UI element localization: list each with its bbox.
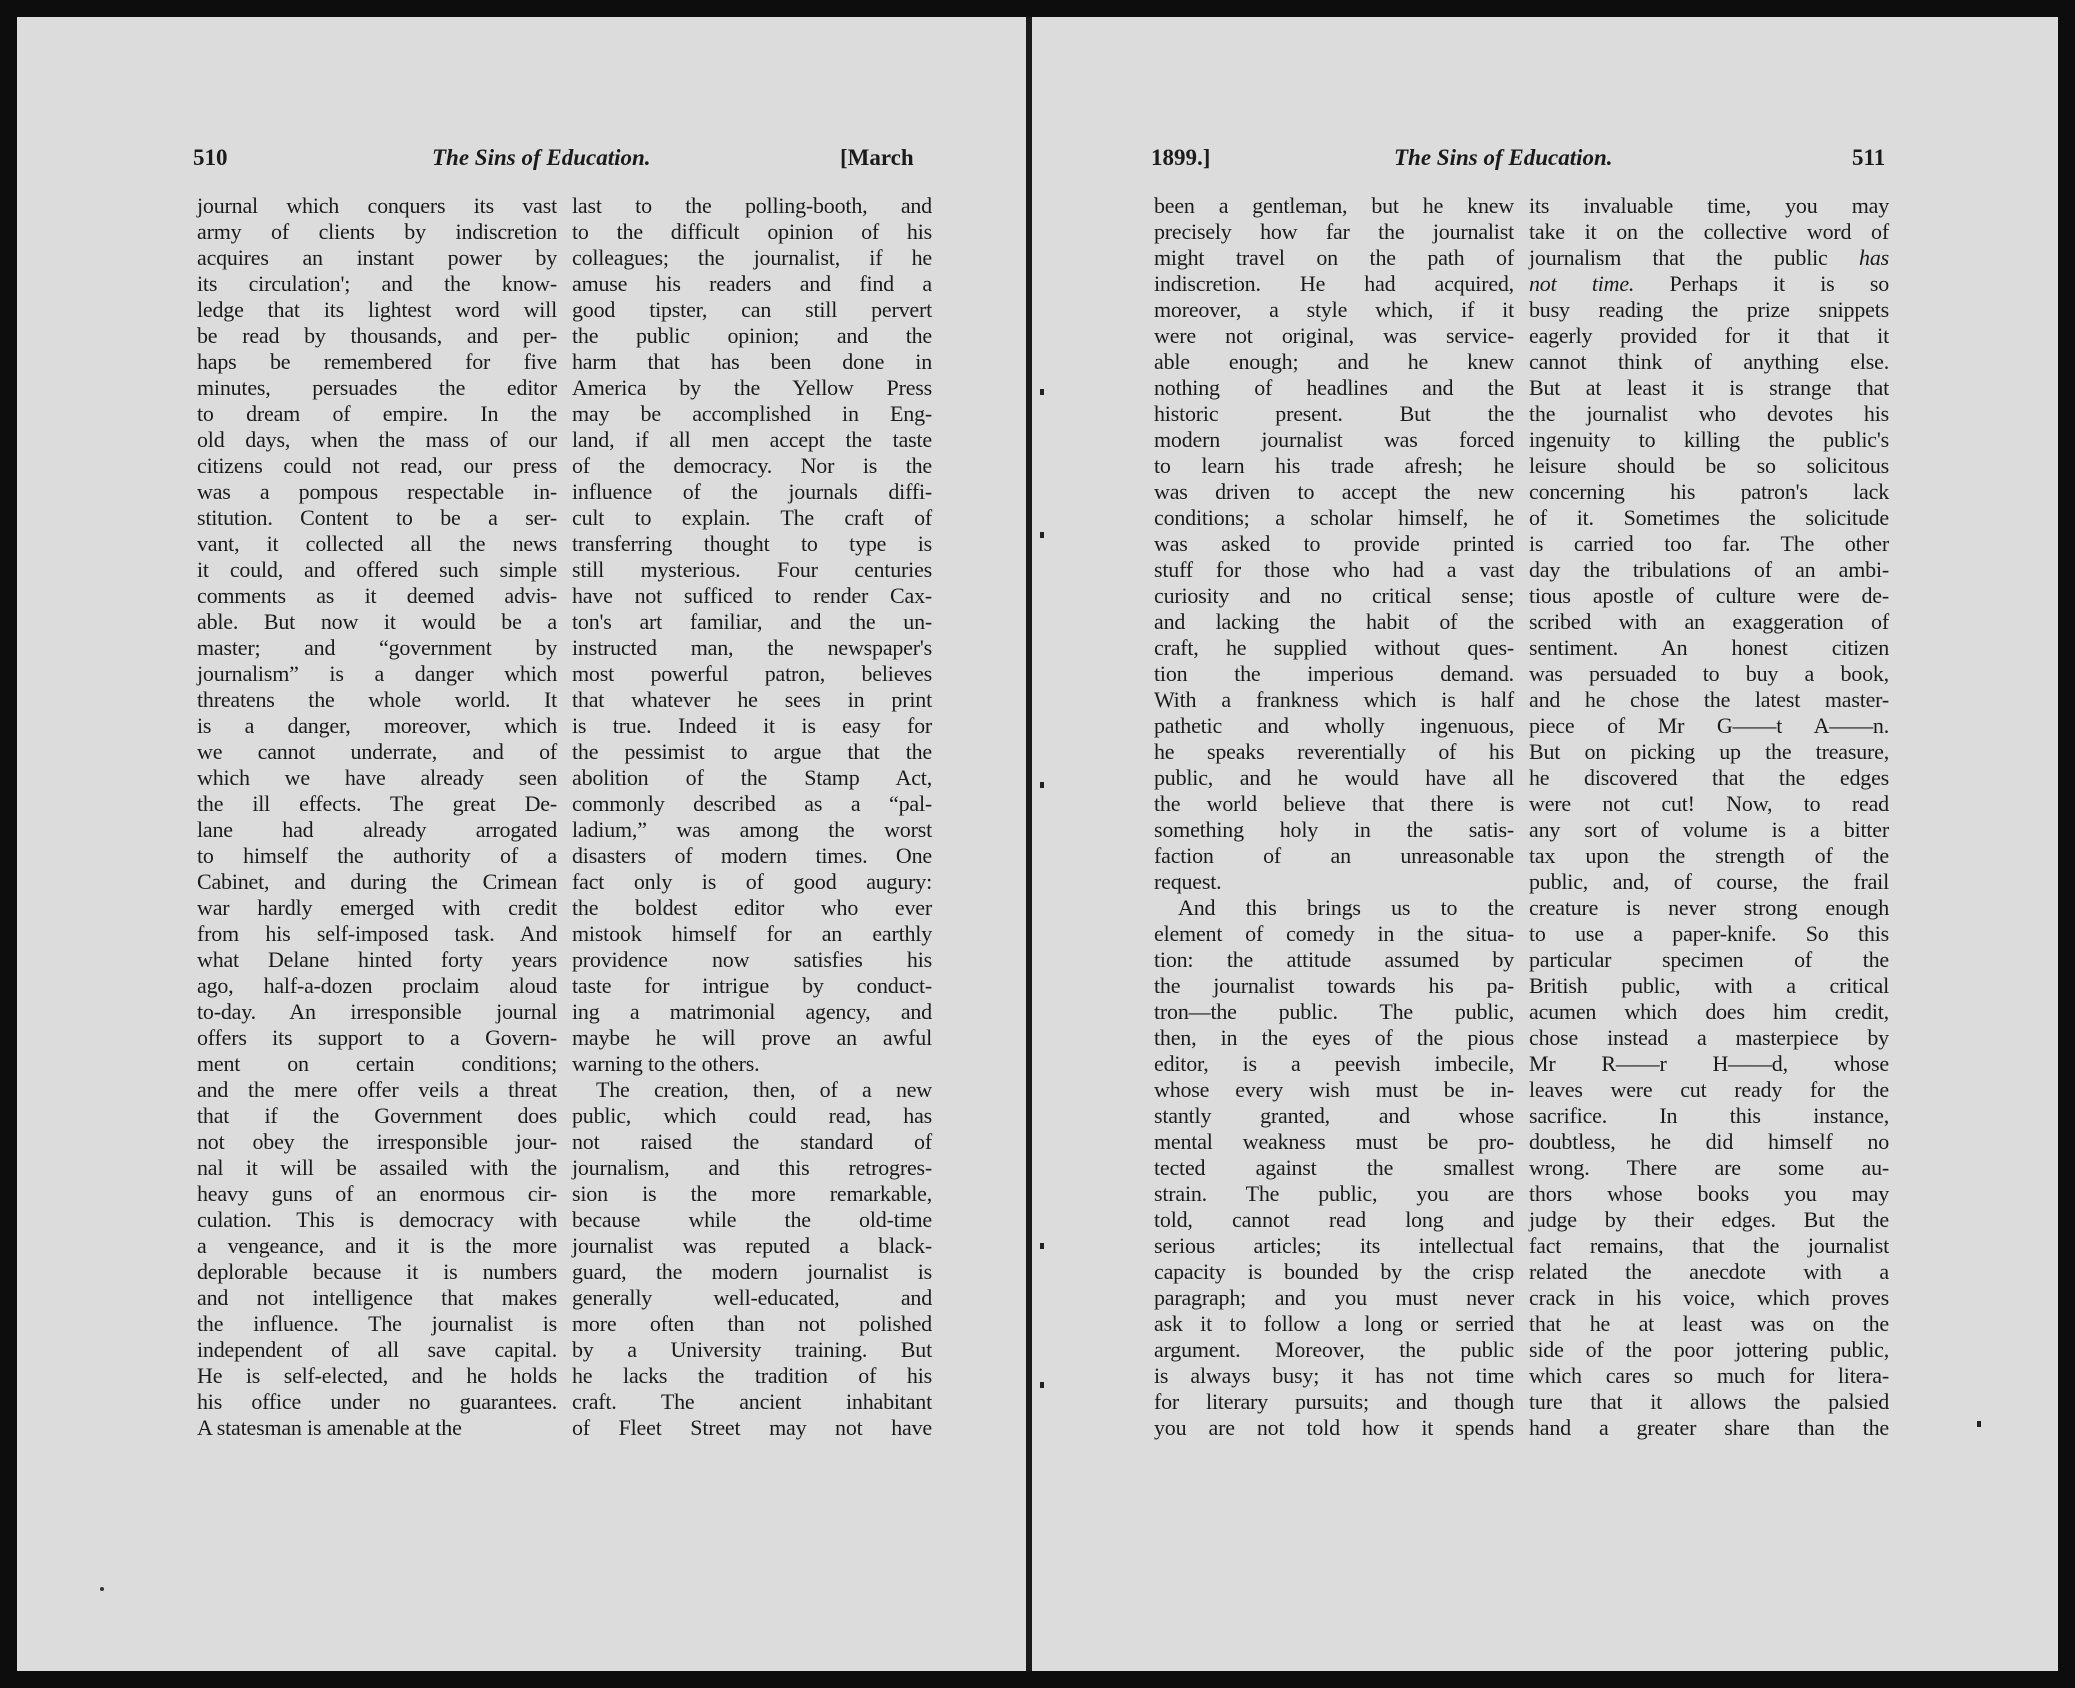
page-speck bbox=[100, 1587, 104, 1591]
text-line: modern journalist was forced bbox=[1154, 427, 1514, 452]
text-line: journalist was reputed a black- bbox=[572, 1233, 932, 1258]
text-line: tax upon the strength of the bbox=[1529, 843, 1889, 868]
text-line: request. bbox=[1154, 869, 1222, 894]
text-line: faction of an unreasonable bbox=[1154, 843, 1514, 868]
binding-mark bbox=[1040, 1243, 1044, 1249]
text-line: threatens the whole world. It bbox=[197, 687, 557, 712]
text-line: ask it to follow a long or serried bbox=[1154, 1311, 1514, 1336]
text-line: the world believe that there is bbox=[1154, 791, 1514, 816]
text-line: its circulation'; and the know- bbox=[197, 271, 557, 296]
text-line: hand a greater share than the bbox=[1529, 1415, 1889, 1440]
text-line: He is self-elected, and he holds bbox=[197, 1363, 557, 1388]
text-line: you are not told how it spends bbox=[1154, 1415, 1514, 1440]
text-line: able enough; and he knew bbox=[1154, 349, 1514, 374]
text-line: With a frankness which is half bbox=[1154, 687, 1514, 712]
text-line: concerning his patron's lack bbox=[1529, 479, 1889, 504]
text-line: ledge that its lightest word will bbox=[197, 297, 557, 322]
text-line: to learn his trade afresh; he bbox=[1154, 453, 1514, 478]
text-line: stuff for those who had a vast bbox=[1154, 557, 1514, 582]
text-line: eagerly provided for it that it bbox=[1529, 323, 1889, 348]
text-line: tion the imperious demand. bbox=[1154, 661, 1514, 686]
text-line: judge by their edges. But the bbox=[1529, 1207, 1889, 1232]
text-line: the ill effects. The great De- bbox=[197, 791, 557, 816]
text-line: to himself the authority of a bbox=[197, 843, 557, 868]
text-line: might travel on the path of bbox=[1154, 245, 1514, 270]
text-line: to use a paper-knife. So this bbox=[1529, 921, 1889, 946]
text-line: A statesman is amenable at the bbox=[197, 1415, 462, 1440]
text-line: cannot think of anything else. bbox=[1529, 349, 1889, 374]
text-line: were not cut! Now, to read bbox=[1529, 791, 1889, 816]
text-line: craft, he supplied without ques- bbox=[1154, 635, 1514, 660]
text-line: the pessimist to argue that the bbox=[572, 739, 932, 764]
text-line: from his self-imposed task. And bbox=[197, 921, 557, 946]
text-line: then, in the eyes of the pious bbox=[1154, 1025, 1514, 1050]
text-line: cult to explain. The craft of bbox=[572, 505, 932, 530]
text-line: because while the old-time bbox=[572, 1207, 932, 1232]
text-line: ingenuity to killing the public's bbox=[1529, 427, 1889, 452]
text-line: day the tribulations of an ambi- bbox=[1529, 557, 1889, 582]
text-line: sacrifice. In this instance, bbox=[1529, 1103, 1889, 1128]
text-line: the journalist who devotes his bbox=[1529, 401, 1889, 426]
running-year: 1899.] bbox=[1151, 145, 1211, 170]
text-line: the journalist towards his pa- bbox=[1154, 973, 1514, 998]
text-line: commonly described as a “pal- bbox=[572, 791, 932, 816]
text-line: related the anecdote with a bbox=[1529, 1259, 1889, 1284]
text-line: transferring thought to type is bbox=[572, 531, 932, 556]
text-line: amuse his readers and find a bbox=[572, 271, 932, 296]
text-line: capacity is bounded by the crisp bbox=[1154, 1259, 1514, 1284]
text-line: were not original, was service- bbox=[1154, 323, 1514, 348]
text-line: that he at least was on the bbox=[1529, 1311, 1889, 1336]
text-line: sentiment. An honest citizen bbox=[1529, 635, 1889, 660]
text-line: may be accomplished in Eng- bbox=[572, 401, 932, 426]
text-line: tion: the attitude assumed by bbox=[1154, 947, 1514, 972]
text-line: he discovered that the edges bbox=[1529, 765, 1889, 790]
text-line: he lacks the tradition of his bbox=[572, 1363, 932, 1388]
text-line: tected against the smallest bbox=[1154, 1155, 1514, 1180]
text-line: element of comedy in the situa- bbox=[1154, 921, 1514, 946]
text-line: And this brings us to the bbox=[1178, 895, 1514, 920]
text-line: warning to the others. bbox=[572, 1051, 760, 1076]
text-line: chose instead a masterpiece by bbox=[1529, 1025, 1889, 1050]
text-line: disasters of modern times. One bbox=[572, 843, 932, 868]
text-line: independent of all save capital. bbox=[197, 1337, 557, 1362]
text-line: the influence. The journalist is bbox=[197, 1311, 557, 1336]
text-line: not obey the irresponsible jour- bbox=[197, 1129, 557, 1154]
binding-mark bbox=[1040, 532, 1044, 538]
text-line: last to the polling-booth, and bbox=[572, 193, 932, 218]
left-running-head bbox=[17, 145, 1029, 175]
text-line: thors whose books you may bbox=[1529, 1181, 1889, 1206]
text-line: something holy in the satis- bbox=[1154, 817, 1514, 842]
text-line: paragraph; and you must never bbox=[1154, 1285, 1514, 1310]
text-line: crack in his voice, which proves bbox=[1529, 1285, 1889, 1310]
text-line: been a gentleman, but he knew bbox=[1154, 193, 1514, 218]
text-line: Cabinet, and during the Crimean bbox=[197, 869, 557, 894]
text-line: public, and, of course, the frail bbox=[1529, 869, 1889, 894]
text-line: was persuaded to buy a book, bbox=[1529, 661, 1889, 686]
text-line: providence now satisfies his bbox=[572, 947, 932, 972]
text-line: of the democracy. Nor is the bbox=[572, 453, 932, 478]
text-line: nal it will be assailed with the bbox=[197, 1155, 557, 1180]
text-line: more often than not polished bbox=[572, 1311, 932, 1336]
right-column-2 bbox=[1529, 193, 1889, 1441]
text-line: good tipster, can still pervert bbox=[572, 297, 932, 322]
text-line: for literary pursuits; and though bbox=[1154, 1389, 1514, 1414]
text-line: indiscretion. He had acquired, bbox=[1154, 271, 1514, 296]
text-line: curiosity and no critical sense; bbox=[1154, 583, 1514, 608]
text-line: to dream of empire. In the bbox=[197, 401, 557, 426]
text-line: minutes, persuades the editor bbox=[197, 375, 557, 400]
text-line: journalism” is a danger which bbox=[197, 661, 557, 686]
text-line: able. But now it would be a bbox=[197, 609, 557, 634]
text-line: by a University training. But bbox=[572, 1337, 932, 1362]
text-line: is carried too far. The other bbox=[1529, 531, 1889, 556]
text-line: which we have already seen bbox=[197, 765, 557, 790]
text-line: the boldest editor who ever bbox=[572, 895, 932, 920]
text-line: what Delane hinted forty years bbox=[197, 947, 557, 972]
binding-mark bbox=[1040, 1382, 1044, 1388]
text-line: be read by thousands, and per- bbox=[197, 323, 557, 348]
text-line: we cannot underrate, and of bbox=[197, 739, 557, 764]
text-line: to-day. An irresponsible journal bbox=[197, 999, 557, 1024]
text-line: still mysterious. Four centuries bbox=[572, 557, 932, 582]
text-line: public, which could read, has bbox=[572, 1103, 932, 1128]
text-line: to the difficult opinion of his bbox=[572, 219, 932, 244]
text-line: guard, the modern journalist is bbox=[572, 1259, 932, 1284]
text-line: offers its support to a Govern- bbox=[197, 1025, 557, 1050]
text-line: journalism that the public has bbox=[1529, 245, 1889, 270]
text-line: precisely how far the journalist bbox=[1154, 219, 1514, 244]
text-line: of it. Sometimes the solicitude bbox=[1529, 505, 1889, 530]
text-line: maybe he will prove an awful bbox=[572, 1025, 932, 1050]
text-line: scribed with an exaggeration of bbox=[1529, 609, 1889, 634]
text-line: told, cannot read long and bbox=[1154, 1207, 1514, 1232]
text-line: mental weakness must be pro- bbox=[1154, 1129, 1514, 1154]
right-page bbox=[1032, 17, 2058, 1671]
text-line: lane had already arrogated bbox=[197, 817, 557, 842]
text-line: and the mere offer veils a threat bbox=[197, 1077, 557, 1102]
text-line: have not sufficed to render Cax- bbox=[572, 583, 932, 608]
text-line: he speaks reverentially of his bbox=[1154, 739, 1514, 764]
text-line: America by the Yellow Press bbox=[572, 375, 932, 400]
binding-mark bbox=[1040, 782, 1044, 788]
text-line: master; and “government by bbox=[197, 635, 557, 660]
left-page bbox=[17, 17, 1029, 1671]
text-line: that if the Government does bbox=[197, 1103, 557, 1128]
text-line: strain. The public, you are bbox=[1154, 1181, 1514, 1206]
text-line: journalism, and this retrogres- bbox=[572, 1155, 932, 1180]
text-line: was a pompous respectable in- bbox=[197, 479, 557, 504]
text-line: sion is the more remarkable, bbox=[572, 1181, 932, 1206]
text-line: mistook himself for an earthly bbox=[572, 921, 932, 946]
text-line: generally well-educated, and bbox=[572, 1285, 932, 1310]
text-line: piece of Mr G——t A——n. bbox=[1529, 713, 1889, 738]
text-line: whose every wish must be in- bbox=[1154, 1077, 1514, 1102]
text-line: harm that has been done in bbox=[572, 349, 932, 374]
text-line: particular specimen of the bbox=[1529, 947, 1889, 972]
text-line: journal which conquers its vast bbox=[197, 193, 557, 218]
text-line: not time. Perhaps it is so bbox=[1529, 271, 1889, 296]
text-line: that whatever he sees in print bbox=[572, 687, 932, 712]
text-line: citizens could not read, our press bbox=[197, 453, 557, 478]
text-line: historic present. But the bbox=[1154, 401, 1514, 426]
text-line: conditions; a scholar himself, he bbox=[1154, 505, 1514, 530]
text-line: and lacking the habit of the bbox=[1154, 609, 1514, 634]
text-line: instructed man, the newspaper's bbox=[572, 635, 932, 660]
text-line: serious articles; its intellectual bbox=[1154, 1233, 1514, 1258]
text-line: British public, with a critical bbox=[1529, 973, 1889, 998]
text-line: it could, and offered such simple bbox=[197, 557, 557, 582]
text-line: stantly granted, and whose bbox=[1154, 1103, 1514, 1128]
text-line: busy reading the prize snippets bbox=[1529, 297, 1889, 322]
text-line: nothing of headlines and the bbox=[1154, 375, 1514, 400]
text-line: of Fleet Street may not have bbox=[572, 1415, 932, 1440]
text-line: But at least it is strange that bbox=[1529, 375, 1889, 400]
text-line: creature is never strong enough bbox=[1529, 895, 1889, 920]
text-line: is a danger, moreover, which bbox=[197, 713, 557, 738]
text-line: acumen which does him credit, bbox=[1529, 999, 1889, 1024]
text-line: editor, is a peevish imbecile, bbox=[1154, 1051, 1514, 1076]
text-line: The creation, then, of a new bbox=[596, 1077, 932, 1102]
text-line: deplorable because it is numbers bbox=[197, 1259, 557, 1284]
text-line: a vengeance, and it is the more bbox=[197, 1233, 557, 1258]
text-line: which cares so much for litera- bbox=[1529, 1363, 1889, 1388]
text-line: ing a matrimonial agency, and bbox=[572, 999, 932, 1024]
text-line: haps be remembered for five bbox=[197, 349, 557, 374]
text-line: any sort of volume is a bitter bbox=[1529, 817, 1889, 842]
text-line: vant, it collected all the news bbox=[197, 531, 557, 556]
text-line: not raised the standard of bbox=[572, 1129, 932, 1154]
left-column-2 bbox=[572, 193, 932, 1441]
text-line: public, and he would have all bbox=[1154, 765, 1514, 790]
text-line: old days, when the mass of our bbox=[197, 427, 557, 452]
text-line: stitution. Content to be a ser- bbox=[197, 505, 557, 530]
running-month: [March bbox=[840, 145, 914, 170]
text-line: argument. Moreover, the public bbox=[1154, 1337, 1514, 1362]
text-line: ladium,” was among the worst bbox=[572, 817, 932, 842]
text-line: its invaluable time, you may bbox=[1529, 193, 1889, 218]
text-line: abolition of the Stamp Act, bbox=[572, 765, 932, 790]
text-line: the public opinion; and the bbox=[572, 323, 932, 348]
text-line: pathetic and wholly ingenuous, bbox=[1154, 713, 1514, 738]
text-line: Mr R——r H——d, whose bbox=[1529, 1051, 1889, 1076]
left-column-1 bbox=[197, 193, 557, 1441]
text-line: leaves were cut ready for the bbox=[1529, 1077, 1889, 1102]
page-number: 511 bbox=[1852, 145, 1886, 170]
running-title: The Sins of Education. bbox=[1394, 145, 1613, 170]
right-running-head bbox=[1032, 145, 2058, 175]
text-line: land, if all men accept the taste bbox=[572, 427, 932, 452]
text-line: tious apostle of culture were de- bbox=[1529, 583, 1889, 608]
text-line: was driven to accept the new bbox=[1154, 479, 1514, 504]
text-line: and he chose the latest master- bbox=[1529, 687, 1889, 712]
text-line: doubtless, he did himself no bbox=[1529, 1129, 1889, 1154]
text-line: ment on certain conditions; bbox=[197, 1051, 557, 1076]
text-line: fact remains, that the journalist bbox=[1529, 1233, 1889, 1258]
text-line: But on picking up the treasure, bbox=[1529, 739, 1889, 764]
text-line: fact only is of good augury: bbox=[572, 869, 932, 894]
text-line: comments as it deemed advis- bbox=[197, 583, 557, 608]
text-line: culation. This is democracy with bbox=[197, 1207, 557, 1232]
text-line: ture that it allows the palsied bbox=[1529, 1389, 1889, 1414]
page-number: 510 bbox=[193, 145, 228, 170]
text-line: moreover, a style which, if it bbox=[1154, 297, 1514, 322]
text-line: acquires an instant power by bbox=[197, 245, 557, 270]
text-line: his office under no guarantees. bbox=[197, 1389, 557, 1414]
text-line: and not intelligence that makes bbox=[197, 1285, 557, 1310]
text-line: ton's art familiar, and the un- bbox=[572, 609, 932, 634]
text-line: craft. The ancient inhabitant bbox=[572, 1389, 932, 1414]
text-line: tron—the public. The public, bbox=[1154, 999, 1514, 1024]
text-line: side of the poor jottering public, bbox=[1529, 1337, 1889, 1362]
text-line: was asked to provide printed bbox=[1154, 531, 1514, 556]
text-line: is true. Indeed it is easy for bbox=[572, 713, 932, 738]
text-line: leisure should be so solicitous bbox=[1529, 453, 1889, 478]
text-line: is always busy; it has not time bbox=[1154, 1363, 1514, 1388]
text-line: war hardly emerged with credit bbox=[197, 895, 557, 920]
right-column-1 bbox=[1154, 193, 1514, 1441]
text-line: influence of the journals diffi- bbox=[572, 479, 932, 504]
text-line: heavy guns of an enormous cir- bbox=[197, 1181, 557, 1206]
text-line: ago, half-a-dozen proclaim aloud bbox=[197, 973, 557, 998]
text-line: army of clients by indiscretion bbox=[197, 219, 557, 244]
binding-mark bbox=[1977, 1421, 1981, 1427]
text-line: taste for intrigue by conduct- bbox=[572, 973, 932, 998]
binding-mark bbox=[1040, 389, 1044, 395]
running-title: The Sins of Education. bbox=[432, 145, 651, 170]
text-line: take it on the collective word of bbox=[1529, 219, 1889, 244]
text-line: most powerful patron, believes bbox=[572, 661, 932, 686]
text-line: wrong. There are some au- bbox=[1529, 1155, 1889, 1180]
text-line: colleagues; the journalist, if he bbox=[572, 245, 932, 270]
